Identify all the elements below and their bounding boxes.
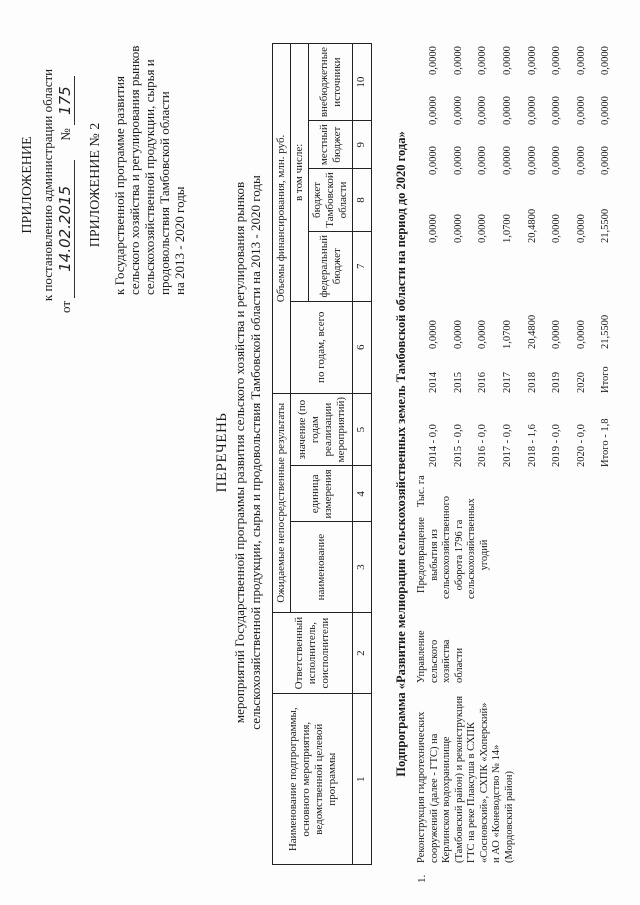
col-number: 6 bbox=[353, 301, 372, 393]
year-item: 2014 bbox=[428, 372, 440, 393]
header-col7: федеральный бюджет bbox=[309, 231, 353, 301]
appendix2-line: продовольствия Тамбовской области bbox=[157, 91, 172, 295]
header-col6: по годам, всего bbox=[291, 301, 353, 393]
number-prefix: № bbox=[58, 128, 73, 141]
header-col1: Наименование подпрограммы, основного мероприятия, ведомственной целевой программы bbox=[273, 694, 353, 865]
value-item: 2018 - 1,6 bbox=[526, 424, 538, 467]
total-item: 20,4800 bbox=[526, 314, 538, 349]
measures-table bbox=[272, 43, 372, 865]
handwritten-date: 14.02.2015 bbox=[56, 160, 75, 298]
federal-item: 0,0000 bbox=[477, 214, 489, 243]
col-number: 8 bbox=[353, 169, 372, 232]
total-item: 0,0000 bbox=[477, 320, 489, 349]
appendix2-line: сельскохозяйственной продукции, сырья и bbox=[142, 59, 157, 295]
total-item: 1,0700 bbox=[502, 320, 514, 349]
year-item: 2015 bbox=[452, 372, 464, 393]
regional-item: 0,0000 bbox=[452, 146, 464, 175]
header-including: в том числе: bbox=[291, 44, 309, 302]
local-item: 0,0000 bbox=[575, 96, 587, 125]
external-item: 0,0000 bbox=[502, 46, 514, 75]
row-external-list bbox=[416, 31, 625, 75]
list-title: ПЕРЕЧЕНЬ bbox=[214, 412, 230, 493]
local-item: 0,0000 bbox=[600, 96, 612, 125]
external-item: 0,0000 bbox=[452, 46, 464, 75]
federal-item: 21,5500 bbox=[600, 208, 612, 243]
row-totals-list bbox=[416, 297, 625, 349]
col-number: 5 bbox=[353, 393, 372, 465]
year-item: Итого bbox=[600, 366, 612, 393]
year-item: 2018 bbox=[526, 372, 538, 393]
header-col8: бюджет Тамбовской области bbox=[309, 169, 353, 232]
regional-item: 0,0000 bbox=[551, 146, 563, 175]
external-item: 0,0000 bbox=[551, 46, 563, 75]
local-item: 0,0000 bbox=[526, 96, 538, 125]
row-values-list bbox=[416, 401, 625, 467]
year-item: 2020 bbox=[575, 372, 587, 393]
handwritten-number: 175 bbox=[56, 76, 75, 125]
col-number: 3 bbox=[353, 522, 372, 612]
header-col3: наименование bbox=[291, 522, 353, 612]
header-col4: единица измерения bbox=[291, 466, 353, 522]
row-years-list bbox=[416, 353, 625, 393]
regional-item: 0,0000 bbox=[575, 146, 587, 175]
total-item: 0,0000 bbox=[428, 320, 440, 349]
appendix2-line: на 2013 - 2020 годы bbox=[172, 186, 187, 295]
federal-item: 0,0000 bbox=[452, 214, 464, 243]
total-item: 0,0000 bbox=[452, 320, 464, 349]
value-item: 2019 - 0,0 bbox=[551, 424, 563, 467]
row-local-list bbox=[416, 81, 625, 125]
col-number: 2 bbox=[353, 612, 372, 694]
row-unit: Тыс. га bbox=[416, 475, 427, 507]
local-item: 0,0000 bbox=[452, 96, 464, 125]
federal-item: 1,0700 bbox=[502, 214, 514, 243]
header-col9: местный бюджет bbox=[309, 121, 353, 169]
header-financing: Объемы финансирования, млн. руб. bbox=[273, 44, 291, 394]
federal-item: 20,4800 bbox=[526, 208, 538, 243]
total-item: 0,0000 bbox=[575, 320, 587, 349]
col-number: 1 bbox=[353, 694, 372, 865]
row-executor: Управление сельского хозяйства области bbox=[416, 630, 465, 683]
list-subtitle-2: сельскохозяйственной продукции, сырья и продовольствия Тамбовской области на 2013 - 2020 годы bbox=[248, 175, 263, 730]
col-number: 10 bbox=[353, 44, 372, 121]
header-col5: значение (по годам реализации мероприятий) bbox=[291, 393, 353, 465]
regional-item: 0,0000 bbox=[502, 146, 514, 175]
total-item: 0,0000 bbox=[551, 320, 563, 349]
col-number: 4 bbox=[353, 466, 372, 522]
col-number: 9 bbox=[353, 121, 372, 169]
value-item: 2017 - 0,0 bbox=[502, 424, 514, 467]
row-regional-list bbox=[416, 131, 625, 175]
local-item: 0,0000 bbox=[502, 96, 514, 125]
value-item: 2015 - 0,0 bbox=[452, 424, 464, 467]
appendix2-line: сельского хозяйства и регулирования рынков bbox=[127, 45, 142, 295]
appendix-date-line bbox=[58, 13, 73, 313]
value-item: 2016 - 0,0 bbox=[477, 424, 489, 467]
local-item: 0,0000 bbox=[551, 96, 563, 125]
federal-item: 0,0000 bbox=[428, 214, 440, 243]
regional-item: 0,0000 bbox=[600, 146, 612, 175]
federal-item: 0,0000 bbox=[551, 214, 563, 243]
row-number: 1. bbox=[416, 874, 428, 883]
value-item: 2014 - 0,0 bbox=[428, 424, 440, 467]
regional-item: 0,0000 bbox=[477, 146, 489, 175]
subprogram-heading: Подпрограмма «Развитие мелиорации сельскохозяйственных земель Тамбовской области на период до 2020 года» bbox=[394, 131, 408, 777]
row-federal-list bbox=[416, 191, 625, 243]
year-item: 2016 bbox=[477, 372, 489, 393]
regional-item: 0,0000 bbox=[428, 146, 440, 175]
col-number: 7 bbox=[353, 231, 372, 301]
header-col2: Ответственный исполнитель, соисполнители bbox=[273, 612, 353, 694]
appendix2-title: ПРИЛОЖЕНИЕ № 2 bbox=[88, 122, 103, 248]
appendix-title: ПРИЛОЖЕНИЕ bbox=[20, 136, 35, 234]
federal-item: 0,0000 bbox=[575, 214, 587, 243]
row-result-name: Предотвращение выбытия из сельскохозяйственного оборота 1796 га сельскохозяйственных угодий bbox=[416, 496, 490, 599]
list-subtitle-1: мероприятий Государственной программы развития сельского хозяйства и регулирования рынков bbox=[232, 181, 247, 724]
header-results: Ожидаемые непосредственные результаты bbox=[273, 393, 291, 612]
total-item: 21,5500 bbox=[600, 314, 612, 349]
external-item: 0,0000 bbox=[600, 46, 612, 75]
value-item: 2020 - 0,0 bbox=[575, 424, 587, 467]
year-item: 2019 bbox=[551, 372, 563, 393]
external-item: 0,0000 bbox=[575, 46, 587, 75]
external-item: 0,0000 bbox=[477, 46, 489, 75]
appendix-line: к постановлению администрации области bbox=[40, 68, 55, 302]
value-item: Итого - 1,8 bbox=[600, 418, 612, 467]
regional-item: 0,0000 bbox=[526, 146, 538, 175]
column-numbers-row bbox=[353, 44, 372, 865]
header-col10: внебюджетные источники bbox=[309, 44, 353, 121]
external-item: 0,0000 bbox=[526, 46, 538, 75]
date-prefix: от bbox=[58, 300, 73, 313]
external-item: 0,0000 bbox=[428, 46, 440, 75]
local-item: 0,0000 bbox=[477, 96, 489, 125]
year-item: 2017 bbox=[502, 372, 514, 393]
local-item: 0,0000 bbox=[428, 96, 440, 125]
appendix2-text bbox=[112, 5, 187, 295]
row-measure-name: Реконструкция гидротехнических сооружений (далее - ГТС) на Керлинском водохранилище (Тамбовский район) и реконструкция ГТС на реке Плаксуша в СХПК «Сосновский», СХПК «Хоперский» и АО «Коневодство № 14» (Мордовский район) bbox=[416, 695, 515, 863]
appendix2-line: к Государственной программе развития bbox=[112, 76, 127, 295]
